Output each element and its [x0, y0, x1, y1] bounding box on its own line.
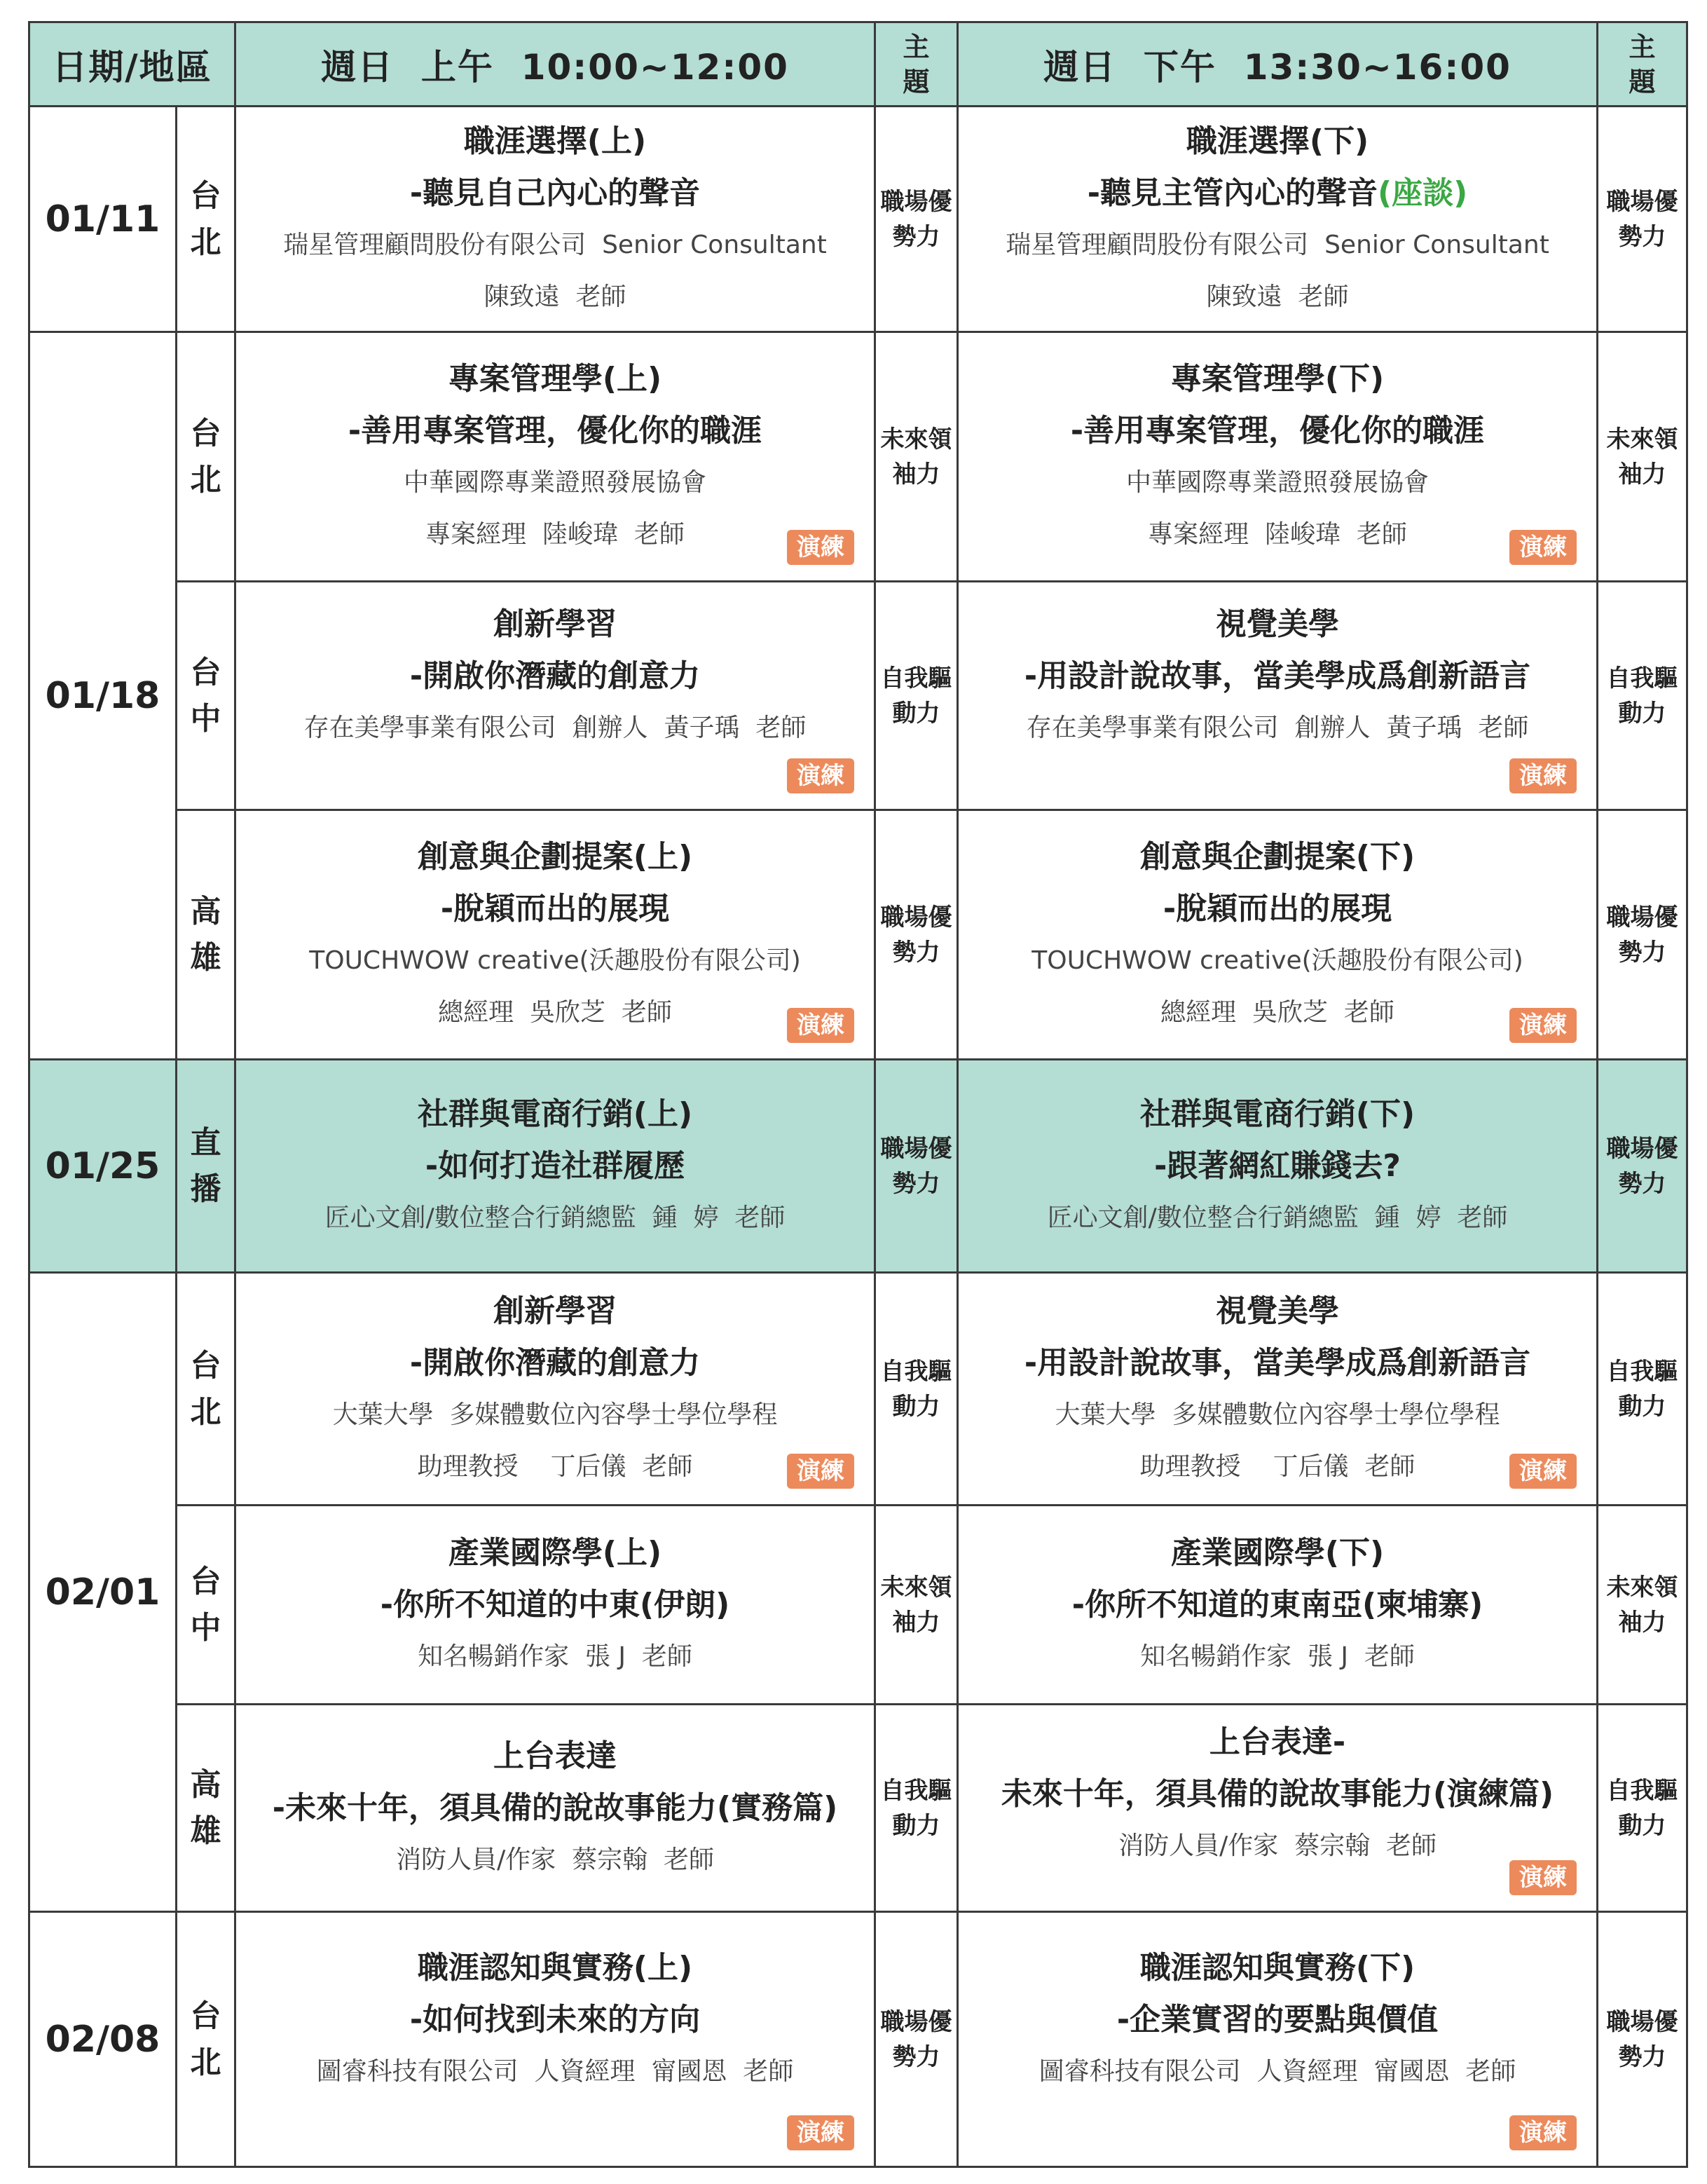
theme-cell	[875, 1273, 958, 1506]
am-session	[235, 1912, 875, 2167]
am-session	[235, 1273, 875, 1506]
pm-session	[958, 810, 1598, 1060]
session-org: TOUCHWOW creative(沃趣股份有限公司)	[309, 946, 801, 975]
region-label: 直播	[190, 1124, 221, 1207]
theme-label: 職場優勢力	[880, 903, 952, 967]
session-teacher: 總經理 吳欣芝 老師	[438, 997, 672, 1027]
theme-cell	[1598, 1705, 1687, 1912]
session-subtitle: -開啟你潛藏的創意力	[409, 1344, 701, 1381]
session-subtitle	[236, 168, 874, 219]
theme-label: 自我驅動力	[880, 1357, 952, 1421]
header-row	[29, 22, 1687, 107]
region-cell	[177, 1506, 235, 1705]
theme-cell	[875, 582, 958, 810]
session-title: 上台表達-	[1209, 1724, 1346, 1760]
theme-label: 職場優勢力	[1606, 903, 1678, 967]
session-subtitle: -用設計說故事，當美學成爲創新語言	[1024, 657, 1531, 694]
region-label: 高雄	[190, 1766, 221, 1849]
session-subtitle: -如何打造社群履歷	[425, 1147, 685, 1184]
region-cell	[177, 107, 235, 332]
session-title: 創新學習	[493, 1292, 617, 1329]
session-subtitle: -你所不知道的中東(伊朗)	[380, 1586, 730, 1623]
session-org: 大葉大學 多媒體數位內容學士學位學程	[1055, 1400, 1500, 1429]
session-teacher: 助理教授 丁后儀 老師	[417, 1452, 693, 1481]
session-title: 社群與電商行銷(上)	[417, 1096, 693, 1132]
session-teacher: 助理教授 丁后儀 老師	[1139, 1452, 1415, 1481]
pm-session	[958, 1060, 1598, 1273]
schedule-table	[28, 21, 1688, 2168]
am-session	[235, 1705, 875, 1912]
session-org: 大葉大學 多媒體數位內容學士學位學程	[332, 1400, 778, 1429]
session-title: 產業國際學(下)	[1170, 1534, 1385, 1571]
session-org: 圖睿科技有限公司 人資經理 甯國恩 老師	[316, 2056, 794, 2086]
theme-cell	[875, 107, 958, 332]
pm-session	[958, 1506, 1598, 1705]
table-row	[29, 1912, 1687, 2167]
date-cell: 01/18	[29, 332, 177, 1060]
session-teacher: 專案經理 陸峻瑋 老師	[1148, 519, 1407, 549]
theme-label: 未來領袖力	[1606, 425, 1678, 489]
header-afternoon: 週日 下午 13:30~16:00	[958, 22, 1598, 107]
theme-cell	[875, 1705, 958, 1912]
region-cell	[177, 1060, 235, 1273]
theme-label: 職場優勢力	[880, 2007, 952, 2071]
theme-cell	[875, 810, 958, 1060]
table-row	[29, 1273, 1687, 1506]
pm-session	[958, 582, 1598, 810]
session-subtitle: -脫穎而出的展現	[440, 890, 670, 927]
theme-label: 未來領袖力	[1606, 1573, 1678, 1637]
session-teacher: 專案經理 陸峻瑋 老師	[425, 519, 685, 549]
session-org: 圖睿科技有限公司 人資經理 甯國恩 老師	[1038, 2056, 1516, 2086]
am-session	[235, 332, 875, 582]
table-row	[29, 582, 1687, 810]
practice-badge: 演練	[1509, 1454, 1577, 1489]
session-subtitle: -你所不知道的東南亞(柬埔寨)	[1071, 1586, 1483, 1623]
theme-label: 自我驅動力	[880, 664, 952, 728]
session-subtitle: -善用專案管理，優化你的職涯	[1070, 412, 1485, 449]
pm-session	[958, 107, 1598, 332]
theme-cell	[1598, 810, 1687, 1060]
theme-cell	[1598, 582, 1687, 810]
date-cell: 01/25	[29, 1060, 177, 1273]
theme-label: 自我驅動力	[880, 1776, 952, 1840]
session-org: 知名暢銷作家 張 J 老師	[418, 1642, 692, 1671]
theme-cell	[875, 1506, 958, 1705]
session-org: 消防人員/作家 蔡宗翰 老師	[1118, 1831, 1437, 1860]
session-teacher: 陳致遠 老師	[1206, 282, 1349, 311]
theme-label: 自我驅動力	[1606, 664, 1678, 728]
header-theme-am	[875, 22, 958, 107]
theme-cell	[1598, 1273, 1687, 1506]
session-subtitle-text: -聽見主管內心的聲音	[1087, 175, 1378, 211]
header-morning: 週日 上午 10:00~12:00	[235, 22, 875, 107]
session-teacher: 陳致遠 老師	[484, 282, 626, 311]
practice-badge: 演練	[787, 758, 854, 793]
session-title: 職涯選擇(上)	[463, 123, 647, 159]
practice-badge: 演練	[1509, 758, 1577, 793]
session-teacher: 總經理 吳欣芝 老師	[1160, 997, 1394, 1027]
session-title: 產業國際學(上)	[448, 1534, 662, 1571]
session-subtitle: -用設計說故事，當美學成爲創新語言	[1024, 1344, 1531, 1381]
pm-session	[958, 1912, 1598, 2167]
pm-session	[958, 1705, 1598, 1912]
session-title: 視覺美學	[1216, 606, 1340, 642]
session-subtitle: 未來十年，須具備的說故事能力(演練篇)	[1001, 1775, 1554, 1812]
region-label: 台北	[190, 177, 221, 260]
session-subtitle: -開啟你潛藏的創意力	[409, 657, 701, 694]
practice-badge: 演練	[787, 1454, 854, 1489]
session-subtitle: -未來十年，須具備的說故事能力(實務篇)	[272, 1789, 838, 1826]
session-subtitle: -善用專案管理，優化你的職涯	[348, 412, 762, 449]
session-title: 創意與企劃提案(上)	[417, 838, 693, 875]
session-title: 職涯選擇(下)	[1186, 123, 1369, 159]
am-session	[235, 810, 875, 1060]
region-label: 台北	[190, 415, 221, 498]
region-label: 高雄	[190, 893, 221, 976]
practice-badge: 演練	[1509, 2115, 1577, 2150]
table-row	[29, 1705, 1687, 1912]
theme-cell	[1598, 107, 1687, 332]
session-org: 瑞星管理顧問股份有限公司 Senior Consultant	[283, 230, 827, 259]
session-title: 專案管理學(上)	[448, 360, 662, 397]
session-title: 視覺美學	[1216, 1292, 1340, 1329]
session-title: 社群與電商行銷(下)	[1139, 1096, 1415, 1132]
session-title: 上台表達	[493, 1738, 617, 1774]
region-label: 台中	[190, 654, 221, 737]
session-title: 職涯認知與實務(下)	[1139, 1949, 1415, 1986]
theme-cell	[1598, 332, 1687, 582]
session-subtitle	[959, 168, 1596, 219]
region-label: 台中	[190, 1563, 221, 1646]
region-cell	[177, 810, 235, 1060]
session-title: 職涯認知與實務(上)	[417, 1949, 693, 1986]
session-org: 中華國際專業證照發展協會	[404, 467, 707, 497]
region-cell	[177, 582, 235, 810]
region-label: 台北	[190, 1347, 221, 1430]
practice-badge: 演練	[787, 2115, 854, 2150]
practice-badge: 演練	[1509, 1860, 1577, 1895]
theme-label: 未來領袖力	[880, 1573, 952, 1637]
session-subtitle: -如何找到未來的方向	[409, 2001, 701, 2038]
theme-label: 職場優勢力	[1606, 187, 1678, 251]
session-subtitle: -企業實習的要點與價值	[1116, 2001, 1439, 2038]
session-title: 創新學習	[493, 606, 617, 642]
table-row	[29, 810, 1687, 1060]
table-row	[29, 332, 1687, 582]
session-org: 知名暢銷作家 張 J 老師	[1140, 1642, 1415, 1671]
am-session	[235, 1060, 875, 1273]
practice-badge: 演練	[787, 530, 854, 565]
practice-badge: 演練	[1509, 1008, 1577, 1043]
theme-cell	[875, 1060, 958, 1273]
date-cell: 02/08	[29, 1912, 177, 2167]
header-theme-pm-label: 主題	[1629, 31, 1656, 97]
session-title: 創意與企劃提案(下)	[1139, 838, 1415, 875]
session-org: TOUCHWOW creative(沃趣股份有限公司)	[1031, 946, 1523, 975]
theme-label: 未來領袖力	[880, 425, 952, 489]
theme-label: 自我驅動力	[1606, 1776, 1678, 1840]
pm-session	[958, 332, 1598, 582]
session-subtitle: -跟著網紅賺錢去?	[1154, 1147, 1401, 1184]
session-org: 瑞星管理顧問股份有限公司 Senior Consultant	[1006, 230, 1549, 259]
region-cell	[177, 1705, 235, 1912]
theme-label: 職場優勢力	[880, 187, 952, 251]
pm-session	[958, 1273, 1598, 1506]
session-title: 專案管理學(下)	[1170, 360, 1385, 397]
region-cell	[177, 332, 235, 582]
am-session	[235, 582, 875, 810]
region-cell	[177, 1273, 235, 1506]
session-subtitle-text: -聽見自己內心的聲音	[409, 175, 701, 211]
session-org: 匠心文創/數位整合行銷總監 鍾 婷 老師	[324, 1203, 786, 1232]
theme-cell	[1598, 1912, 1687, 2167]
theme-cell	[1598, 1060, 1687, 1273]
session-org: 存在美學事業有限公司 創辦人 黃子瑀 老師	[1026, 713, 1529, 742]
table-row	[29, 1506, 1687, 1705]
session-subtitle-extra: (座談)	[1378, 175, 1468, 211]
date-cell: 01/11	[29, 107, 177, 332]
am-session	[235, 1506, 875, 1705]
table-row	[29, 1060, 1687, 1273]
theme-cell	[875, 332, 958, 582]
region-label: 台北	[190, 1998, 221, 2080]
table-row	[29, 107, 1687, 332]
session-org: 匠心文創/數位整合行銷總監 鍾 婷 老師	[1047, 1203, 1508, 1232]
theme-cell	[1598, 1506, 1687, 1705]
am-session	[235, 107, 875, 332]
session-subtitle: -脫穎而出的展現	[1163, 890, 1392, 927]
practice-badge: 演練	[1509, 530, 1577, 565]
session-org: 中華國際專業證照發展協會	[1126, 467, 1430, 497]
header-date-region: 日期/地區	[29, 22, 235, 107]
theme-label: 職場優勢力	[1606, 1134, 1678, 1198]
theme-label: 職場優勢力	[880, 1134, 952, 1198]
header-theme-pm	[1598, 22, 1687, 107]
theme-cell	[875, 1912, 958, 2167]
practice-badge: 演練	[787, 1008, 854, 1043]
region-cell	[177, 1912, 235, 2167]
theme-label: 職場優勢力	[1606, 2007, 1678, 2071]
date-cell: 02/01	[29, 1273, 177, 1912]
session-org: 消防人員/作家 蔡宗翰 老師	[396, 1845, 714, 1874]
header-theme-am-label: 主題	[903, 31, 930, 97]
theme-label: 自我驅動力	[1606, 1357, 1678, 1421]
session-org: 存在美學事業有限公司 創辦人 黃子瑀 老師	[303, 713, 807, 742]
